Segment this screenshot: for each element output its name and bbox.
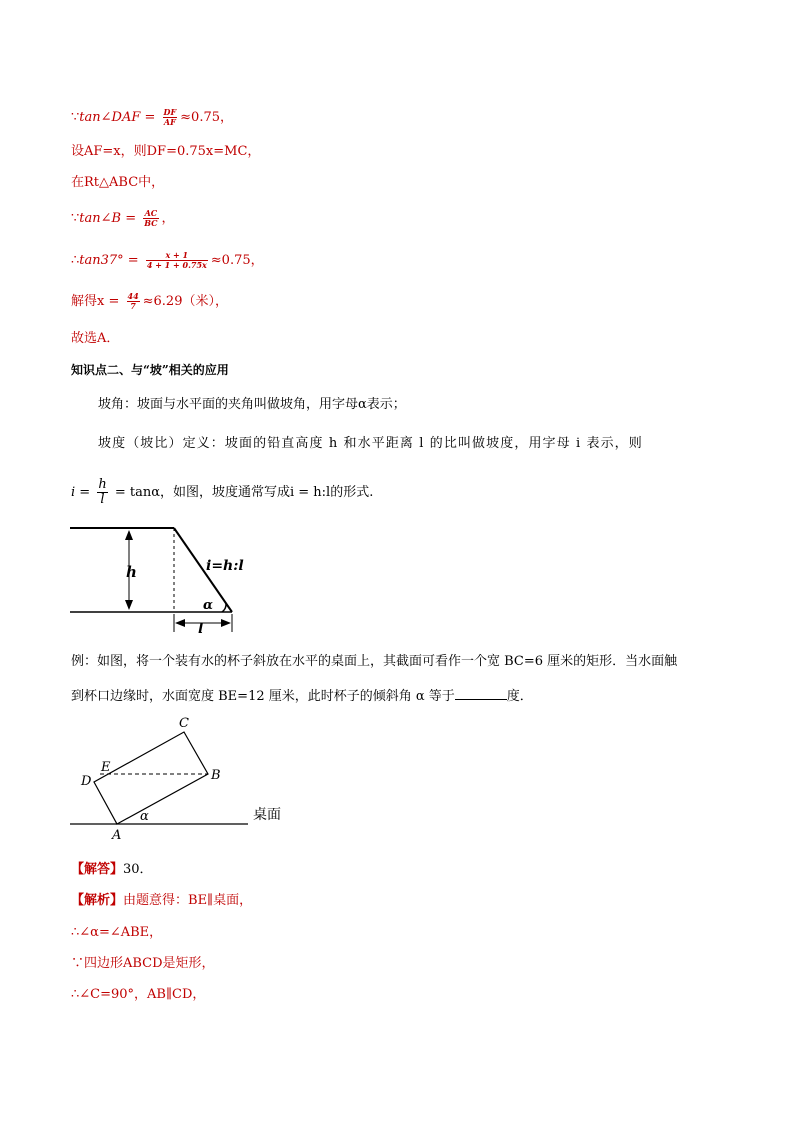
approx-value: ≈0.75，	[210, 253, 264, 268]
slope-diagram	[70, 522, 260, 637]
numerator: AC	[144, 208, 158, 218]
cup-diagram	[70, 712, 300, 845]
numerator: x + 1	[146, 251, 208, 261]
label-l: l	[198, 621, 204, 637]
formula-i: i =	[71, 485, 95, 500]
solve-label: 解得x =	[71, 294, 124, 309]
fraction-44-7	[127, 292, 140, 311]
result-value: ≈6.29（米），	[142, 294, 228, 309]
section-heading: 知识点二、与“坡”相关的应用	[71, 363, 229, 377]
fraction-h-l	[97, 478, 107, 507]
answer-tag: 【解答】	[71, 862, 124, 877]
label-c: C	[179, 716, 189, 731]
math-tan-b: tan∠B	[79, 211, 122, 226]
label-a: A	[112, 828, 122, 843]
math-tan37: tan37°	[79, 253, 124, 268]
arrow-down-icon	[125, 600, 133, 610]
analysis-tag: 【解析】	[71, 893, 124, 908]
denominator: 4 + 1 + 0.75x	[146, 260, 207, 270]
equals: =	[121, 211, 141, 226]
solution-line-let-af: 设AF=x，则DF=0.75x=MC，	[71, 144, 261, 159]
slope-ratio-definition: 坡度（坡比）定义：坡面的铅直高度 h 和水平距离 l 的比叫做坡度，用字母 i 表示，则	[98, 436, 643, 451]
arrow-left-icon	[175, 619, 185, 627]
label-d: D	[81, 774, 92, 789]
example-line-1: 例：如图，将一个装有水的杯子斜放在水平的桌面上，其截面可看作一个宽 BC=6 厘米的矩形．当水面触	[71, 654, 678, 669]
analysis-line	[71, 892, 252, 910]
example-text: 到杯口边缘时，水面宽度 BE=12 厘米，此时杯子的倾斜角 α 等于	[71, 689, 455, 704]
analysis-step-1: ∴∠α=∠ABE，	[71, 925, 163, 940]
analysis-step-2: ∵四边形ABCD是矩形，	[71, 956, 215, 971]
answer-blank	[455, 687, 507, 700]
approx-value: ≈0.75，	[180, 110, 233, 125]
denominator: l	[100, 492, 105, 507]
example-unit: 度．	[506, 689, 533, 704]
numerator: DF	[163, 107, 177, 117]
denominator: BC	[144, 218, 158, 228]
denominator: AF	[163, 117, 176, 127]
example-line-2	[71, 687, 533, 706]
therefore-symbol: ∴	[71, 253, 80, 268]
fraction-tan37	[146, 251, 208, 270]
label-desk: 桌面	[253, 807, 281, 823]
solution-line-tan-daf	[71, 108, 233, 127]
fraction-ac-bc	[143, 209, 158, 228]
analysis-text: 由题意得：BE∥桌面，	[123, 893, 253, 908]
label-e: E	[101, 760, 111, 775]
formula-rest: = tanα，如图，坡度通常写成i = h:l的形式.	[110, 485, 374, 500]
solution-line-tan-b	[71, 209, 175, 228]
solution-line-solve	[71, 292, 228, 311]
answer-value: 30．	[123, 862, 153, 877]
fraction-df-af	[163, 108, 178, 127]
label-b: B	[211, 768, 221, 783]
cup-rectangle	[94, 732, 208, 824]
angle-arc	[222, 603, 226, 612]
math-tan-daf: tan∠DAF	[79, 110, 141, 125]
arrow-up-icon	[125, 530, 133, 540]
label-alpha: α	[140, 809, 149, 824]
solution-line-choose: 故选A．	[71, 331, 120, 346]
analysis-step-3: ∴∠C=90°，AB∥CD，	[71, 987, 206, 1002]
numerator: 44	[127, 291, 139, 301]
label-h: h	[126, 563, 137, 581]
arrow-right-icon	[221, 619, 231, 627]
label-alpha: α	[203, 598, 214, 613]
because-symbol: ∵	[71, 211, 80, 226]
comma: ，	[161, 211, 175, 226]
equals: =	[140, 110, 160, 125]
slope-angle-definition: 坡角：坡面与水平面的夹角叫做坡角，用字母α表示；	[98, 397, 406, 412]
answer-line	[71, 861, 153, 879]
denominator: 7	[130, 301, 136, 311]
solution-line-tan37	[71, 251, 264, 270]
solution-line-in-triangle: 在Rt△ABC中，	[71, 175, 165, 190]
label-ratio: i=h:l	[206, 558, 244, 574]
because-symbol: ∵	[71, 110, 80, 125]
equals: =	[123, 253, 143, 268]
slope-formula-line	[71, 478, 373, 507]
numerator: h	[98, 477, 107, 492]
